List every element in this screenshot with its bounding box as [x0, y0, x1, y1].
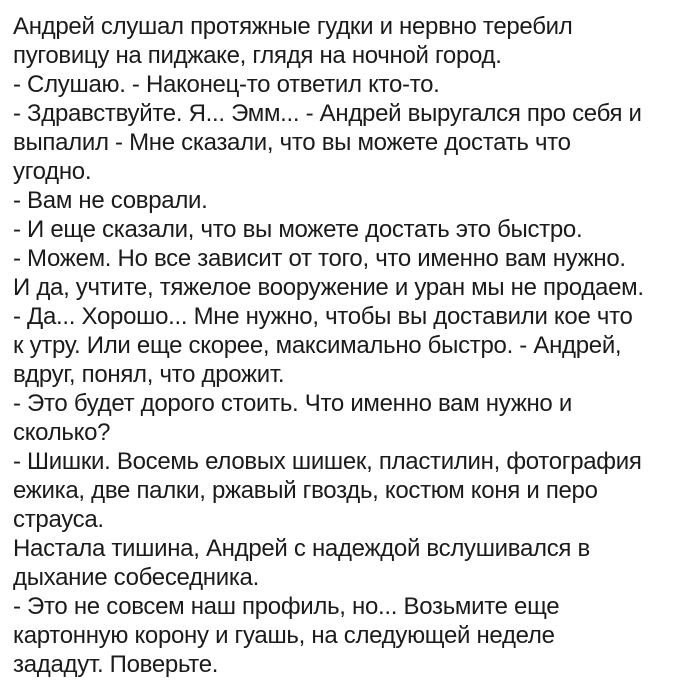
text-line: сколько?: [13, 419, 111, 446]
text-line: - Здравствуйте. Я... Эмм... - Андрей выругался про себя и: [13, 100, 642, 127]
text-line: ежика, две палки, ржавый гвоздь, костюм коня и перо: [13, 477, 598, 504]
text-line: Андрей слушал протяжные гудки и нервно теребил: [13, 13, 573, 40]
text-line: - Можем. Но все зависит от того, что именно вам нужно.: [13, 245, 626, 272]
text-line: - Слушаю. - Наконец-то ответил кто-то.: [13, 71, 440, 98]
text-line: - Да... Хорошо... Мне нужно, чтобы вы доставили кое что: [13, 303, 633, 330]
text-line: пуговицу на пиджаке, глядя на ночной город.: [13, 42, 502, 69]
text-line: - Шишки. Восемь еловых шишек, пластилин, фотография: [13, 448, 642, 475]
text-line: Настала тишина, Андрей с надеждой вслушивался в: [13, 535, 590, 562]
text-line: дыхание собеседника.: [13, 564, 259, 591]
text-line: угодно.: [13, 158, 92, 185]
text-line: зададут. Поверьте.: [13, 651, 219, 678]
text-line: - Это не совсем наш профиль, но... Возьмите еще: [13, 593, 560, 620]
text-line: страуса.: [13, 506, 104, 533]
text-line: И да, учтите, тяжелое вооружение и уран мы не продаем.: [13, 274, 644, 301]
text-line: к утру. Или еще скорее, максимально быстро. - Андрей,: [13, 332, 622, 359]
text-line: - И еще сказали, что вы можете достать это быстро.: [13, 216, 583, 243]
text-line: картонную корону и гуашь, на следующей неделе: [13, 622, 555, 649]
text-line: вдруг, понял, что дрожит.: [13, 361, 285, 388]
text-line: - Это будет дорого стоить. Что именно вам нужно и: [13, 390, 572, 417]
text-line: - Вам не соврали.: [13, 187, 208, 214]
text-line: выпалил - Мне сказали, что вы можете достать что: [13, 129, 571, 156]
